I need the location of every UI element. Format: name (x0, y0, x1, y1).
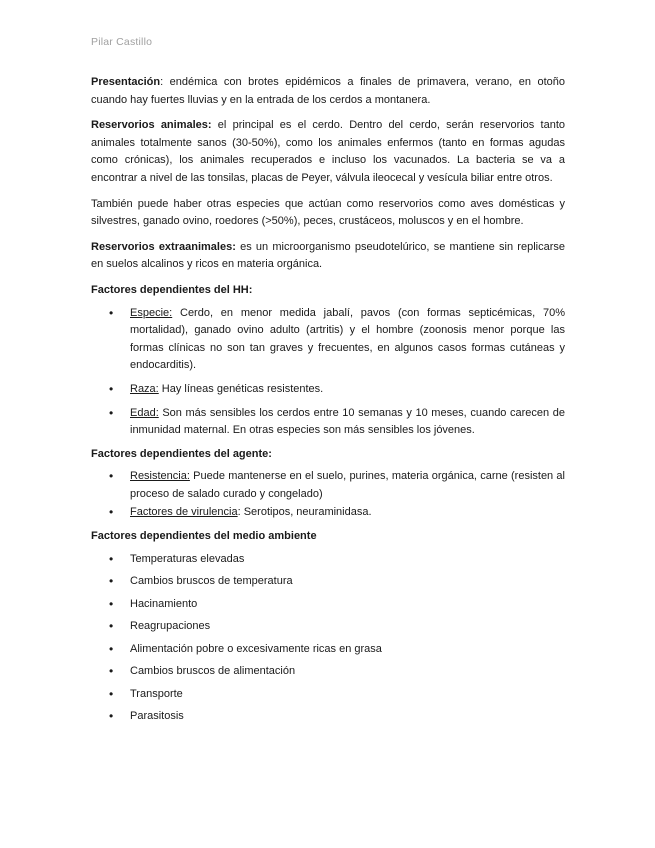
paragraph-label: Reservorios animales: (91, 119, 212, 132)
list-item-term: Factores de virulencia (130, 506, 238, 519)
list-item: • Temperaturas elevadas (130, 551, 565, 569)
list-item: • Parasitosis (130, 708, 565, 726)
list-item-text: : Serotipos, neuraminidasa. (237, 506, 372, 519)
list-item: • Transporte (130, 686, 565, 704)
paragraph-animal-reservoirs (91, 117, 565, 187)
list-item: • Reagrupaciones (130, 618, 565, 636)
paragraph-presentation (91, 74, 565, 109)
paragraph-label: Presentación (91, 76, 161, 88)
list-item-text: Puede mantenerse en el suelo, purines, materia orgánica, carne (resisten al proceso de salado curado y congelado) (130, 470, 565, 500)
list-item-term: Edad: (130, 406, 159, 419)
paragraph-text: es un microorganismo pseudotelúrico, se mantiene sin replicarse en suelos alcalinos y ricos en materia orgánica. (91, 240, 565, 271)
paragraph-label: Reservorios extraanimales: (91, 240, 236, 253)
paragraph-text: : endémica con brotes epidémicos a finales de primavera, verano, en otoño cuando hay fuertes lluvias y en la entrada de los cerdos a montanera. (91, 76, 565, 106)
paragraph-text: También puede haber otras especies que actúan como reservorios como aves domésticas y silvestres, ganado ovino, roedores (>50%), peces, crustáceos, moluscos y en el hombre. (91, 197, 565, 228)
list-item-term: Especie: (130, 306, 173, 319)
section-heading-agent-factors: Factores dependientes del agente: (91, 447, 272, 460)
list-item-term: Raza: (130, 382, 159, 395)
list-item: • Hacinamiento (130, 596, 565, 614)
list-item-term: Resistencia: (130, 470, 190, 483)
list-item-text: Son más sensibles los cerdos entre 10 semanas y 10 meses, cuando carecen de inmunidad maternal. En otras especies son más sensibles los jóvenes. (130, 406, 565, 437)
list-item: • Cambios bruscos de alimentación (130, 663, 565, 681)
section-heading-environment-factors: Factores dependientes del medio ambiente (91, 530, 317, 543)
environment-factors-list (91, 551, 565, 726)
section-heading-host-factors: Factores dependientes del HH: (91, 283, 253, 296)
paragraph-other-species (91, 196, 565, 231)
list-item: • Cambios bruscos de temperatura (130, 573, 565, 591)
list-item-text: Hay líneas genéticas resistentes. (158, 382, 324, 395)
agent-factors-list (91, 468, 565, 522)
paragraph-extra-animal-reservoirs (91, 239, 565, 274)
list-item (130, 405, 565, 440)
host-factors-list (91, 305, 565, 440)
page-header-author: Pilar Castillo (91, 36, 153, 48)
list-item (130, 504, 565, 522)
list-item (130, 468, 565, 503)
paragraph-text: el principal es el cerdo. Dentro del cerdo, serán reservorios tanto animales totalmente sanos (30-50%), como los animales enfermos (tanto en formas agudas como crónicas), los animales recuperados e incluso los vacunados. La bacteria se va a encontrar a nivel de las tonsilas, placas de Peyer, válvula ileocecal y vesícula biliar entre otros. (91, 119, 565, 184)
list-item (130, 305, 565, 375)
list-item-text: Cerdo, en menor medida jabalí, pavos (con formas septicémicas, 70% mortalidad), ganado ovino adulto (artritis) y el hombre (zoonosis menor porque las formas clínicas no son tan graves y frecuentes, en algunos casos formas cutáneas y endocarditis). (130, 306, 565, 372)
list-item: • Alimentación pobre o excesivamente ricas en grasa (130, 641, 565, 659)
list-item (130, 381, 565, 399)
